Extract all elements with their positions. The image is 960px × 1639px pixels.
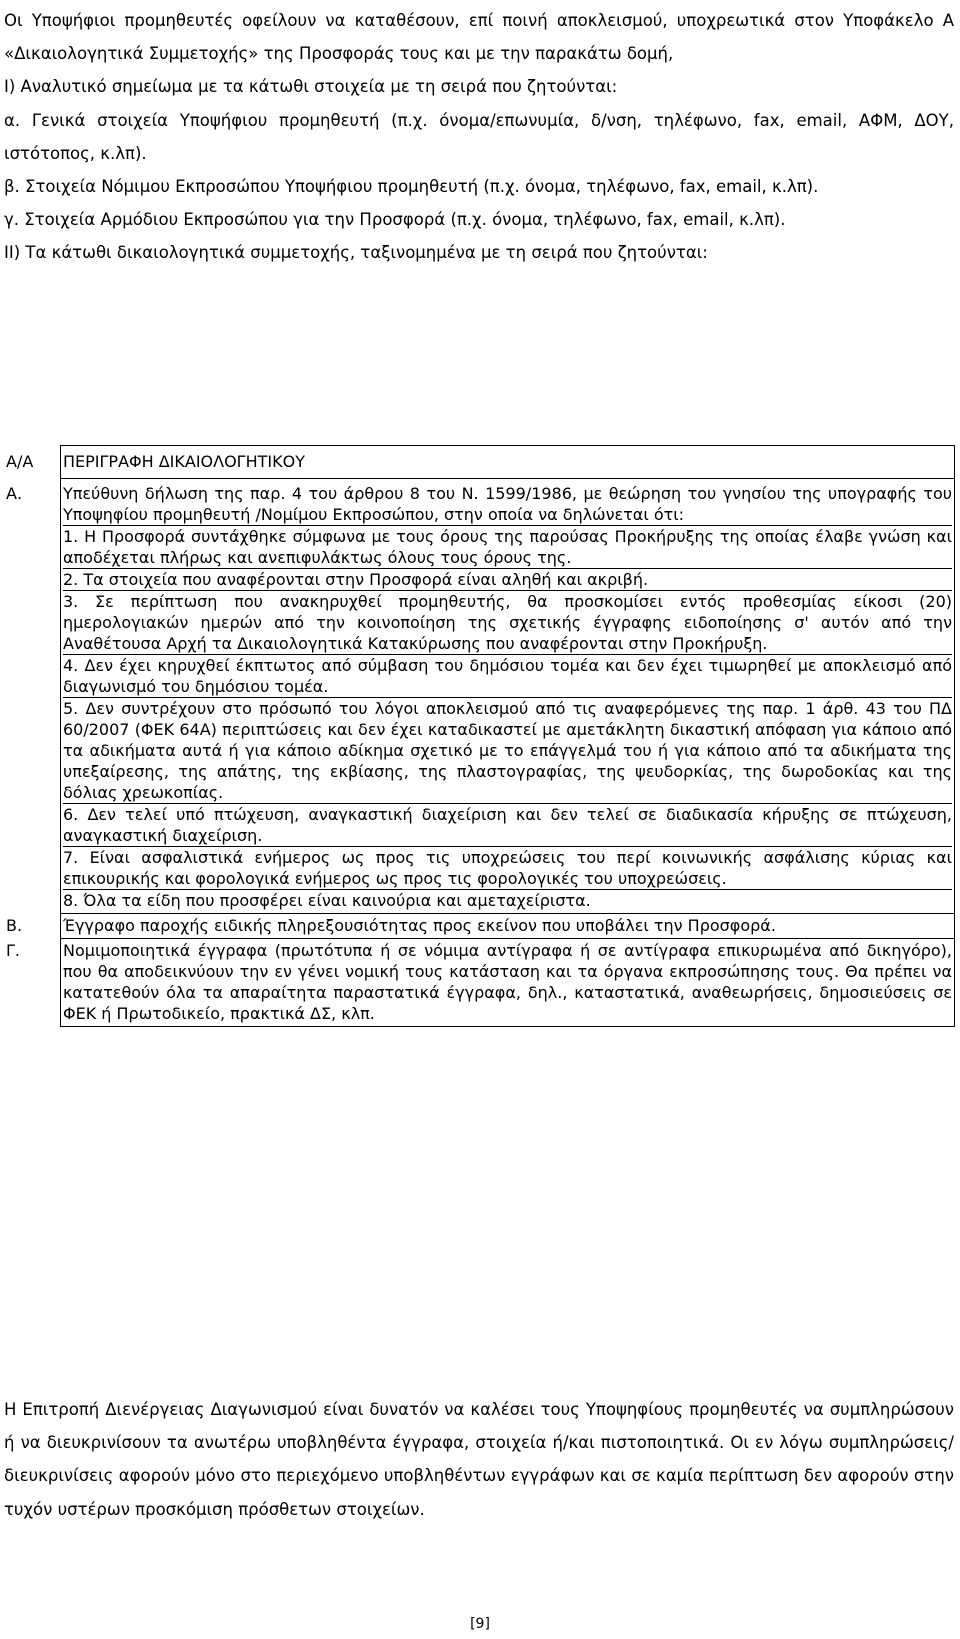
table-row-c (4, 939, 955, 1027)
declaration-item-5: 5. Δεν συντρέχουν στο πρόσωπό του λόγοι αποκλεισμού από τις αναφερόμενες της παρ. 1 άρθ. 43 του ΠΔ 60/2007 (ΦΕΚ 64Α) περιπτώσεις και δεν έχει καταδικαστεί με αμετάκλητη δικαστική απόφαση για κάποιο από τα αδικήματα αυτά ή για κάποιο αδίκημα σχετικό με το επάγγελμά του ή για κάποιο από τα αδικήματα της υπεξαίρεσης, της απάτης, της εκβίασης, της πλαστογραφίας, της ψευδορκίας, της δωροδοκίας και της δόλιας χρεωκοπίας. (63, 699, 952, 802)
declaration-item-6: 6. Δεν τελεί υπό πτώχευση, αναγκαστική διαχείριση και δεν τελεί σε διαδικασία κήρυξης σε πτώχευση, αναγκαστική διαχείριση. (63, 805, 952, 845)
legal-documents-text: Νομιμοποιητικά έγγραφα (πρωτότυπα ή σε νόμιμα αντίγραφα ή σε αντίγραφα επικυρωμένα από δικηγόρο), που θα αποδεικνύουν την εν γένει νομική τους κατάσταση και τα όργανα εκπροσώπησης τους. Θα πρέπει να κατατεθούν όλα τα απαραίτητα παραστατικά έγγραφα, δηλ., καταστατικά, αναθεωρήσεις, δημοσιεύσεις σε ΦΕΚ ή Πρωτοδικείο, πρακτικά ΔΣ, κλπ. (63, 941, 952, 1023)
intro-section (4, 4, 954, 270)
declaration-item-4: 4. Δεν έχει κηρυχθεί έκπτωτος από σύμβαση του δημόσιου τομέα και δεν έχει τιμωρηθεί με αποκλεισμό από διαγωνισμό του δημόσιου τομέα. (63, 656, 952, 696)
declaration-item-3: 3. Σε περίπτωση που ανακηρυχθεί προμηθευτής, θα προσκομίσει εντός προθεσμίας είκοσι (20) ημερολογιακών ημερών από την κοινοποίηση της σχετικής έγγραφης ειδοποίησης σ' αυτόν από την Αναθέτουσα Αρχή τα Δικαιολογητικά Κατακύρωσης που αναφέρονται στην Προκήρυξη. (63, 592, 952, 653)
closing-section (4, 1393, 954, 1526)
closing-paragraph: Η Επιτροπή Διενέργειας Διαγωνισμού είναι δυνατόν να καλέσει τους Υποψηφίους προμηθευτές να συμπληρώσουν ή να διευκρινίσουν τα ανωτέρω υποβληθέντα έγγραφα, στοιχεία ή/και πιστοποιητικά. Οι εν λόγω συμπληρώσεις/διευκρινίσεις αφορούν μόνο στο περιεχόμενο υποβληθέντων εγγράφων και σε καμία περίπτωση δεν αφορούν στην τυχόν υστέρων προσκόμιση πρόσθετων στοιχείων. (4, 1400, 954, 1519)
section-i-heading: Ι) Αναλυτικό σημείωμα με τα κάτωθι στοιχεία με τη σειρά που ζητούνται: (4, 77, 618, 97)
table-row-a (4, 479, 955, 914)
documents-table (4, 445, 955, 1027)
table-header-row (4, 446, 955, 479)
item-b-legal-rep: β. Στοιχεία Νόμιμου Εκπροσώπου Υποψήφιου προμηθευτή (π.χ. όνομα, τηλέφωνο, fax, email, κ.λπ). (4, 177, 819, 197)
row-description (61, 479, 955, 914)
row-label: Α. (6, 483, 23, 503)
declaration-item-1: 1. Η Προσφορά συντάχθηκε σύμφωνα με τους όρους της παρούσας Προκήρυξης της οποίας έλαβε γνώση και αποδέχεται πλήρως και ανεπιφυλάκτως όλους τους όρους της. (63, 527, 952, 567)
header-description: ΠΕΡΙΓΡΑΦΗ ΔΙΚΑΙΟΛΟΓΗΤΙΚΟΥ (61, 446, 955, 479)
declaration-intro: Υπεύθυνη δήλωση της παρ. 4 του άρθρου 8 του Ν. 1599/1986, με θεώρηση του γνησίου της υπογραφής του Υποψηφίου προμηθευτή /Νομίμου Εκπροσώπου, στην οποία να δηλώνεται ότι: (63, 484, 952, 524)
power-of-attorney-text: Έγγραφο παροχής ειδικής πληρεξουσιότητας προς εκείνον που υποβάλει την Προσφορά. (63, 916, 776, 935)
row-description (61, 939, 955, 1027)
row-label: Β. (6, 915, 23, 935)
declaration-item-2: 2. Τα στοιχεία που αναφέρονται στην Προσφορά είναι αληθή και ακριβή. (63, 568, 952, 590)
declaration-item-7: 7. Είναι ασφαλιστικά ενήμερος ως προς τις υποχρεώσεις του περί κοινωνικής ασφάλισης κύριας και επικουρικής και φορολογικά ενήμερος ως προς τις φορολογικές του υποχρεώσεις. (63, 848, 952, 888)
section-ii-heading: ΙΙ) Τα κάτωθι δικαιολογητικά συμμετοχής, ταξινομημένα με τη σειρά που ζητούνται: (4, 243, 708, 263)
intro-paragraph: Οι Υποψήφιοι προμηθευτές οφείλουν να καταθέσουν, επί ποινή αποκλεισμού, υποχρεωτικά στον Υποφάκελο Α «Δικαιολογητικά Συμμετοχής» της Προσφοράς τους και με την παρακάτω δομή, (4, 11, 954, 64)
row-description (61, 914, 955, 939)
item-c-competent-rep: γ. Στοιχεία Αρμόδιου Εκπροσώπου για την Προσφορά (π.χ. όνομα, τηλέφωνο, fax, email, κ.λπ). (4, 210, 786, 230)
item-a-general-info: α. Γενικά στοιχεία Υποψήφιου προμηθευτή (π.χ. όνομα/επωνυμία, δ/νση, τηλέφωνο, fax, email, ΑΦΜ, ΔΟΥ, ιστότοπος, κ.λπ). (4, 110, 954, 163)
row-label: Γ. (6, 940, 20, 960)
page-number: [9] (470, 1616, 490, 1632)
header-aa: Α/Α (6, 451, 34, 471)
table-row-b (4, 914, 955, 939)
declaration-item-8: 8. Όλα τα είδη που προσφέρει είναι καινούρια και αμεταχείριστα. (63, 889, 952, 911)
